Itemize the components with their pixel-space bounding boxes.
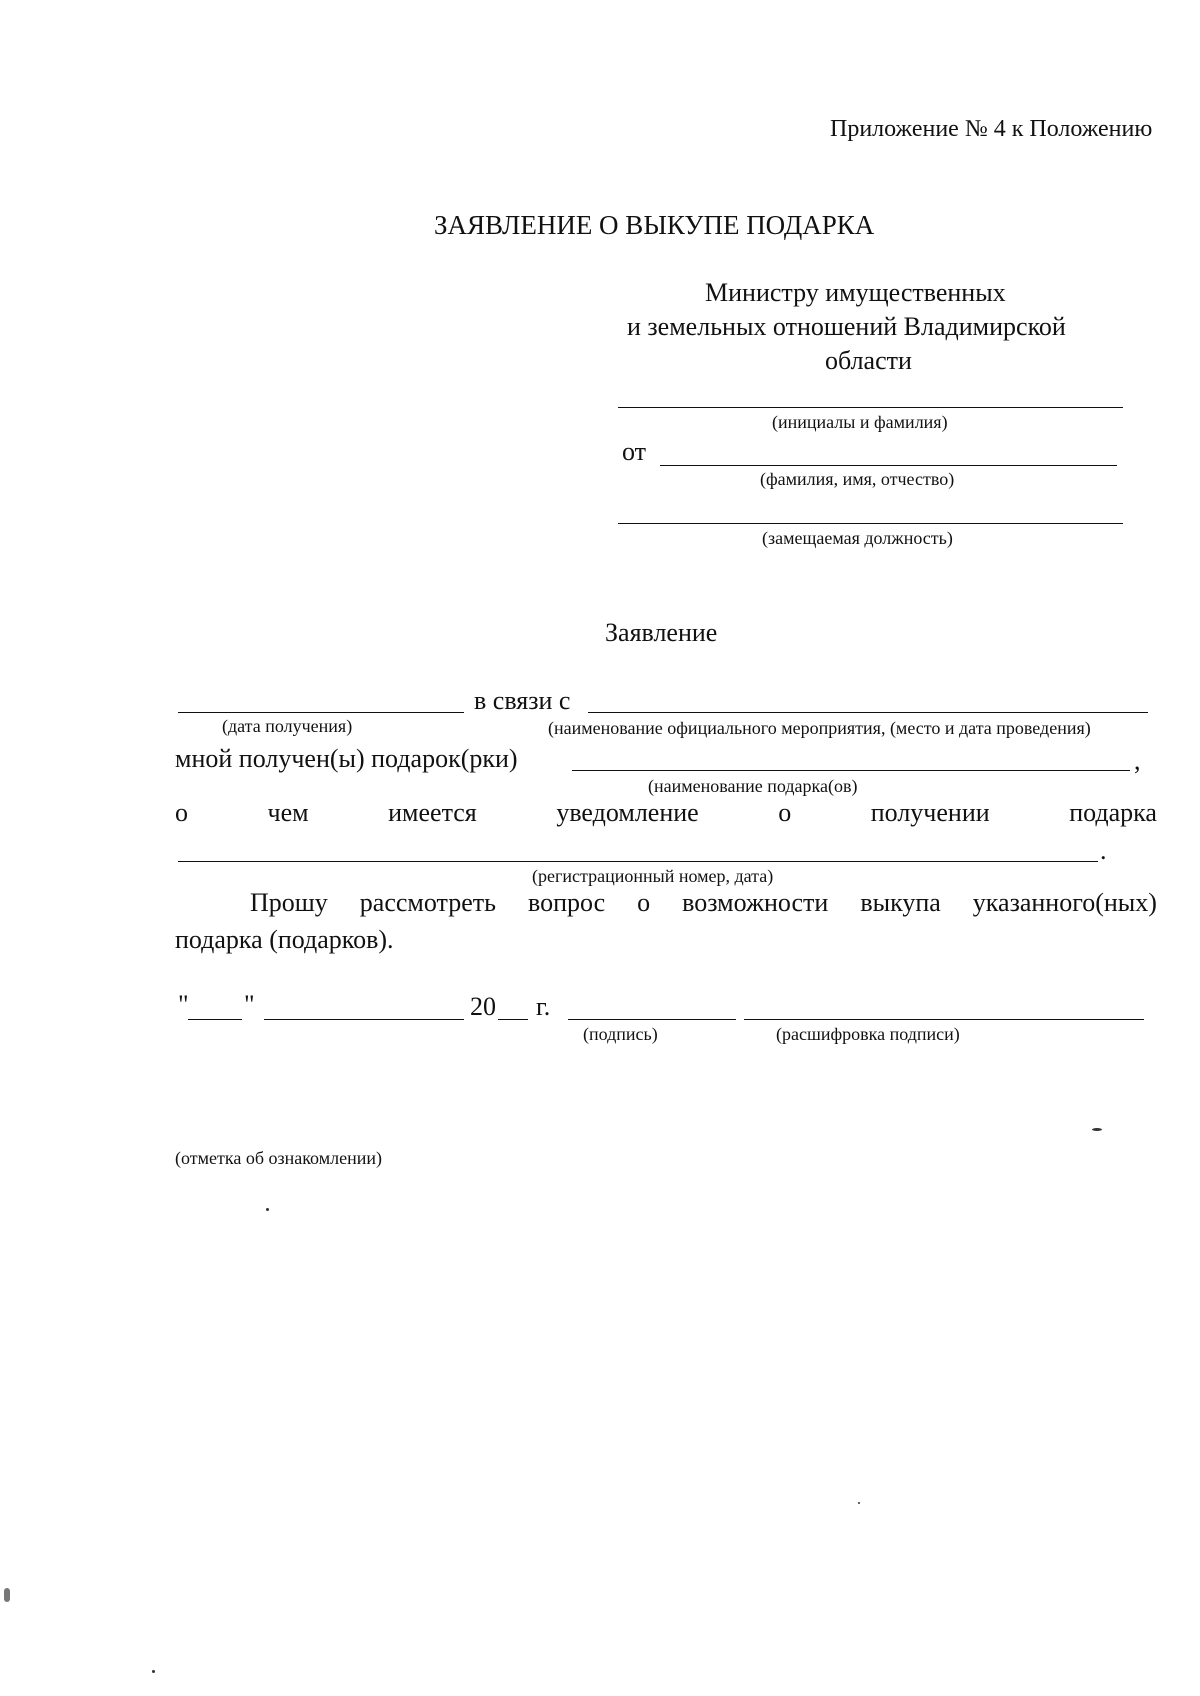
- addressee-line-2: и земельных отношений Владимирской: [627, 312, 1066, 341]
- year-field-line[interactable]: [498, 1019, 528, 1020]
- gift-line-comma: ,: [1134, 746, 1141, 775]
- request-word: выкупа: [860, 888, 941, 917]
- notice-word: подарка: [1069, 798, 1157, 827]
- in-connection-label: в связи с: [474, 686, 571, 715]
- date-received-field-line[interactable]: [178, 712, 464, 713]
- caption-initials: (инициалы и фамилия): [772, 412, 948, 432]
- section-title: Заявление: [605, 618, 718, 647]
- notice-word: уведомление: [556, 798, 699, 827]
- gift-name-field-line[interactable]: [572, 770, 1130, 771]
- request-word: рассмотреть: [359, 888, 496, 917]
- scan-speck: [4, 1588, 10, 1602]
- notice-word: получении: [870, 798, 990, 827]
- signature-decode-field-line[interactable]: [744, 1019, 1144, 1020]
- request-word: возможности: [682, 888, 829, 917]
- addressee-line-3: области: [825, 346, 912, 375]
- day-field-line[interactable]: [188, 1019, 242, 1020]
- caption-registration: (регистрационный номер, дата): [532, 866, 774, 886]
- request-word: вопрос: [527, 888, 606, 917]
- position-field-line[interactable]: [618, 523, 1123, 524]
- addressee-line-1: Министру имущественных: [705, 278, 1006, 307]
- request-justified-line: [250, 888, 1157, 918]
- month-field-line[interactable]: [264, 1019, 464, 1020]
- notice-word: имеется: [388, 798, 477, 827]
- request-word: о: [637, 888, 651, 917]
- caption-date-received: (дата получения): [222, 716, 353, 736]
- fio-field-line[interactable]: [660, 465, 1117, 466]
- day-quote-open: ": [178, 990, 189, 1019]
- caption-gift-name: (наименование подарка(ов): [648, 776, 858, 796]
- year-suffix: г.: [536, 992, 551, 1021]
- caption-position: (замещаемая должность): [762, 528, 953, 548]
- from-label: от: [622, 437, 647, 466]
- received-gift-label: мной получен(ы) подарок(рки): [175, 744, 518, 773]
- scan-speck: [266, 1208, 269, 1211]
- day-quote-close: ": [244, 990, 255, 1019]
- registration-line-period: .: [1100, 836, 1107, 865]
- notice-word: чем: [267, 798, 309, 827]
- initials-field-line[interactable]: [618, 407, 1123, 408]
- scan-speck: [1092, 1128, 1102, 1131]
- acknowledgement-caption: (отметка об ознакомлении): [175, 1148, 382, 1168]
- signature-field-line[interactable]: [568, 1019, 736, 1020]
- event-field-line[interactable]: [588, 712, 1148, 713]
- caption-fio: (фамилия, имя, отчество): [760, 469, 955, 489]
- notice-word: о: [778, 798, 792, 827]
- notice-justified-line: [175, 798, 1157, 828]
- caption-event: (наименование официального мероприятия, (место и дата проведения): [548, 718, 1091, 738]
- appendix-note: Приложение № 4 к Положению: [830, 116, 1153, 142]
- scan-speck: [858, 1502, 860, 1504]
- request-word: Прошу: [250, 888, 328, 917]
- request-line-2: подарка (подарков).: [175, 925, 394, 954]
- document-title: ЗАЯВЛЕНИЕ О ВЫКУПЕ ПОДАРКА: [434, 210, 875, 240]
- caption-signature: (подпись): [583, 1024, 658, 1044]
- registration-field-line[interactable]: [178, 861, 1098, 862]
- caption-signature-decode: (расшифровка подписи): [776, 1024, 960, 1044]
- notice-word: о: [175, 798, 188, 827]
- year-prefix: 20: [470, 992, 496, 1021]
- request-word: указанного(ных): [972, 888, 1157, 917]
- scan-speck: [152, 1670, 155, 1673]
